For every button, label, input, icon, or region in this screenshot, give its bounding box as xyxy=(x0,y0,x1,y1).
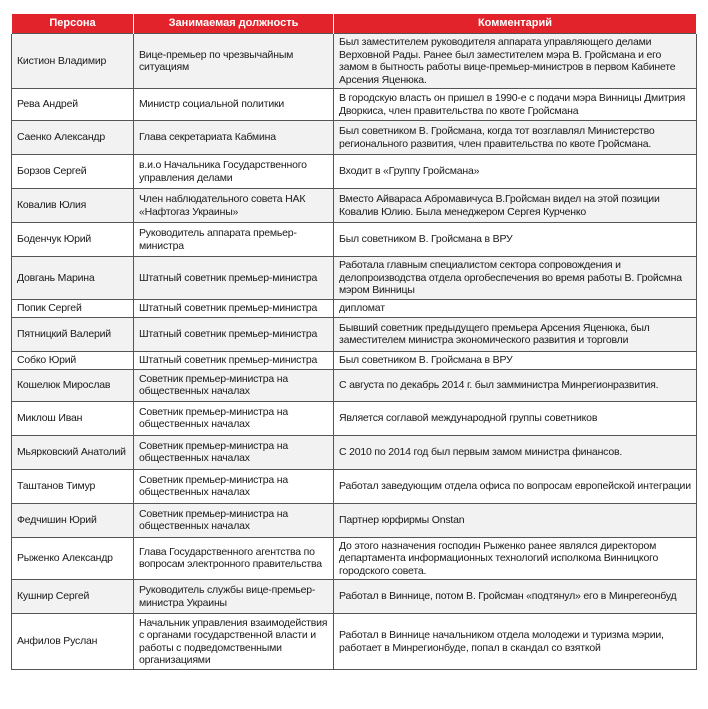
table-row xyxy=(12,614,697,670)
cell-position: Глава Государственного агентства по вопросам электронного правительства xyxy=(134,537,334,580)
cell-person: Рыженко Александр xyxy=(12,537,134,580)
cell-person: Попик Сергей xyxy=(12,299,134,317)
cell-person: Кушнир Сергей xyxy=(12,580,134,614)
header-position: Занимаемая должность xyxy=(134,14,334,34)
table-row xyxy=(12,257,697,300)
cell-comment: Был советником В. Гройсмана в ВРУ xyxy=(334,223,697,257)
table-row xyxy=(12,369,697,401)
cell-comment: Работал заведующим отдела офиса по вопросам европейской интеграции xyxy=(334,469,697,503)
cell-position: Начальник управления взаимодействия с органами государственной власти и работы с подведомственными организациями xyxy=(134,614,334,670)
cell-person: Ковалив Юлия xyxy=(12,189,134,223)
cell-position: Советник премьер-министра на общественных началах xyxy=(134,369,334,401)
cell-comment: Работал в Виннице, потом В. Гройсман «подтянул» его в Минрегеонбуд xyxy=(334,580,697,614)
cell-comment: Бывший советник предыдущего премьера Арсения Яценюка, был заместителем министра экономического развития и торговли xyxy=(334,317,697,351)
cell-comment: Был заместителем руководителя аппарата управляющего делами Верховной Рады. Ранее был заместителем мэра В. Гройсмана и его замом в бытность работы вице-премьер-министров в первом Кабинете Арсения Яценюка. xyxy=(334,34,697,89)
cell-person: Анфилов Руслан xyxy=(12,614,134,670)
cell-position: Штатный советник премьер-министра xyxy=(134,317,334,351)
cell-person: Собко Юрий xyxy=(12,351,134,369)
cell-comment: В городскую власть он пришел в 1990-е с подачи мэра Винницы Дмитрия Дворкиса, член правительства по квоте Гройсмана xyxy=(334,89,697,121)
cell-position: Руководитель аппарата премьер-министра xyxy=(134,223,334,257)
cell-position: Советник премьер-министра на общественных началах xyxy=(134,503,334,537)
cell-position: Штатный советник премьер-министра xyxy=(134,257,334,300)
cell-person: Довгань Марина xyxy=(12,257,134,300)
table-row xyxy=(12,155,697,189)
table-row xyxy=(12,351,697,369)
cell-position: Глава секретариата Кабмина xyxy=(134,121,334,155)
cell-person: Миклош Иван xyxy=(12,401,134,435)
cell-comment: Партнер юрфирмы Onstan xyxy=(334,503,697,537)
cell-comment: С августа по декабрь 2014 г. был замминистра Минрегионразвития. xyxy=(334,369,697,401)
table-row xyxy=(12,401,697,435)
table-row xyxy=(12,89,697,121)
table-row xyxy=(12,469,697,503)
table-row xyxy=(12,223,697,257)
cell-person: Боденчук Юрий xyxy=(12,223,134,257)
header-person: Персона xyxy=(12,14,134,34)
cell-comment: До этого назначения господин Рыженко ранее являлся директором департамента информационных технологий исполкома Винницкого городского совета. xyxy=(334,537,697,580)
table-container xyxy=(11,14,696,670)
cell-comment: Работал в Виннице начальником отдела молодежи и туризма мэрии, работает в Минрегионбуде, попал в скандал со взяткой xyxy=(334,614,697,670)
cell-position: Вице-премьер по чрезвычайным ситуациям xyxy=(134,34,334,89)
table-row xyxy=(12,121,697,155)
cell-position: Штатный советник премьер-министра xyxy=(134,299,334,317)
cell-position: в.и.о Начальника Государственного управления делами xyxy=(134,155,334,189)
cell-position: Советник премьер-министра на общественных началах xyxy=(134,469,334,503)
cell-comment: дипломат xyxy=(334,299,697,317)
cell-comment: Был советником В. Гройсмана, когда тот возглавлял Министерство регионального развития, член правительства по квоте Гройсмана. xyxy=(334,121,697,155)
cell-person: Кистион Владимир xyxy=(12,34,134,89)
table-body xyxy=(12,34,697,670)
table-row xyxy=(12,34,697,89)
cell-comment: Работала главным специалистом сектора сопровождения и делопроизводства отдела оргобеспечения во время работы В. Гройсмна мэром Винницы xyxy=(334,257,697,300)
cell-person: Рева Андрей xyxy=(12,89,134,121)
officials-table xyxy=(11,14,697,670)
cell-person: Саенко Александр xyxy=(12,121,134,155)
cell-person: Пятницкий Валерий xyxy=(12,317,134,351)
cell-person: Кошелюк Мирослав xyxy=(12,369,134,401)
table-row xyxy=(12,503,697,537)
cell-person: Борзов Сергей xyxy=(12,155,134,189)
cell-person: Федчишин Юрий xyxy=(12,503,134,537)
table-row xyxy=(12,317,697,351)
cell-position: Советник премьер-министра на общественных началах xyxy=(134,435,334,469)
cell-comment: Является соглавой международной группы советников xyxy=(334,401,697,435)
cell-position: Руководитель службы вице-премьер-министра Украины xyxy=(134,580,334,614)
table-row xyxy=(12,189,697,223)
table-row xyxy=(12,299,697,317)
cell-person: Мьярковский Анатолий xyxy=(12,435,134,469)
table-row xyxy=(12,580,697,614)
table-row xyxy=(12,435,697,469)
cell-comment: Вместо Айвараса Абромавичуса В.Гройсман видел на этой позиции Ковалив Юлию. Была менеджером Сергея Курченко xyxy=(334,189,697,223)
table-header-row xyxy=(12,14,697,34)
cell-comment: С 2010 по 2014 год был первым замом министра финансов. xyxy=(334,435,697,469)
table-row xyxy=(12,537,697,580)
cell-comment: Был советником В. Гройсмана в ВРУ xyxy=(334,351,697,369)
cell-position: Член наблюдательного совета НАК «Нафтогаз Украины» xyxy=(134,189,334,223)
cell-position: Штатный советник премьер-министра xyxy=(134,351,334,369)
cell-position: Министр социальной политики xyxy=(134,89,334,121)
header-comment: Комментарий xyxy=(334,14,697,34)
cell-position: Советник премьер-министра на общественных началах xyxy=(134,401,334,435)
cell-comment: Входит в «Группу Гройсмана» xyxy=(334,155,697,189)
cell-person: Таштанов Тимур xyxy=(12,469,134,503)
